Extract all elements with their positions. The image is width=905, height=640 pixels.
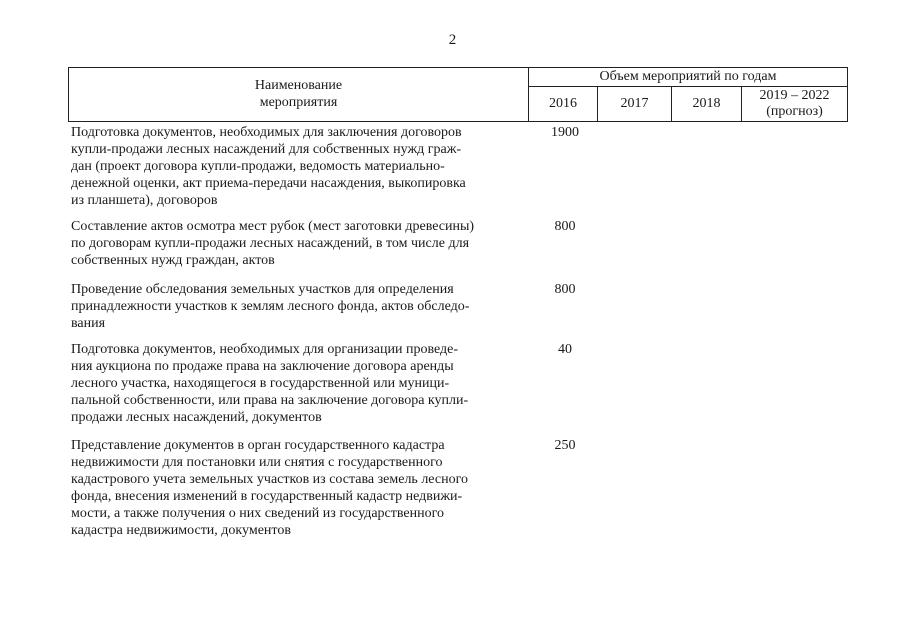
table-row: [71, 341, 531, 426]
row-value-2016: 1900: [551, 125, 579, 140]
table-header: [68, 67, 848, 122]
header-name-column: Наименование мероприятия: [69, 68, 529, 121]
table-row: [71, 281, 531, 332]
row-value-2016: 800: [554, 282, 576, 297]
header-year-2017: 2017: [598, 87, 672, 121]
table-row: [71, 218, 531, 269]
header-volume-column: Объем мероприятий по годам: [529, 68, 847, 87]
table-row: [71, 124, 531, 209]
header-year-2019-2022: 2019 – 2022 (прогноз): [759, 88, 830, 119]
header-year-2016: 2016: [529, 87, 598, 121]
row-value-2016: 250: [554, 438, 576, 453]
header-year-2018: 2018: [672, 87, 742, 121]
row-activity-text: Составление актов осмотра мест рубок (мест заготовки древесины) по договорам купли-продажи лесных насаждений, в том числе для собственных нужд граждан, актов: [71, 219, 475, 268]
page-number: 2: [448, 32, 457, 48]
row-activity-text: Проведение обследования земельных участков для определения принадлежности участков к землям лесного фонда, актов обследо- вания: [71, 282, 470, 331]
row-value-2016: 800: [554, 219, 576, 234]
row-activity-text: Подготовка документов, необходимых для заключения договоров купли-продажи лесных насаждений для собственных нужд граж- дан (проект договора купли-продажи, ведомость материально- денежной оценки, акт приема-передачи насаждения, выкопировка из планшета), договоров: [71, 125, 466, 208]
table-row: [71, 437, 531, 539]
row-value-2016: 40: [558, 342, 572, 357]
row-activity-text: Подготовка документов, необходимых для организации проведе- ния аукциона по продаже права на заключение договора аренды лесного участка, находящегося в государственной или муници- пальной собственности, или права на заключение договора купли- продажи лесных насаждений, документов: [71, 342, 469, 425]
row-activity-text: Представление документов в орган государственного кадастра недвижимости для постановки или снятия с государственного кадастрового учета земельных участков из состава земель лесного фонда, внесения изменений в государственный кадастр недвижи- мости, а также получения о них сведений из государственного кадастра недвижимости, документов: [71, 438, 468, 538]
